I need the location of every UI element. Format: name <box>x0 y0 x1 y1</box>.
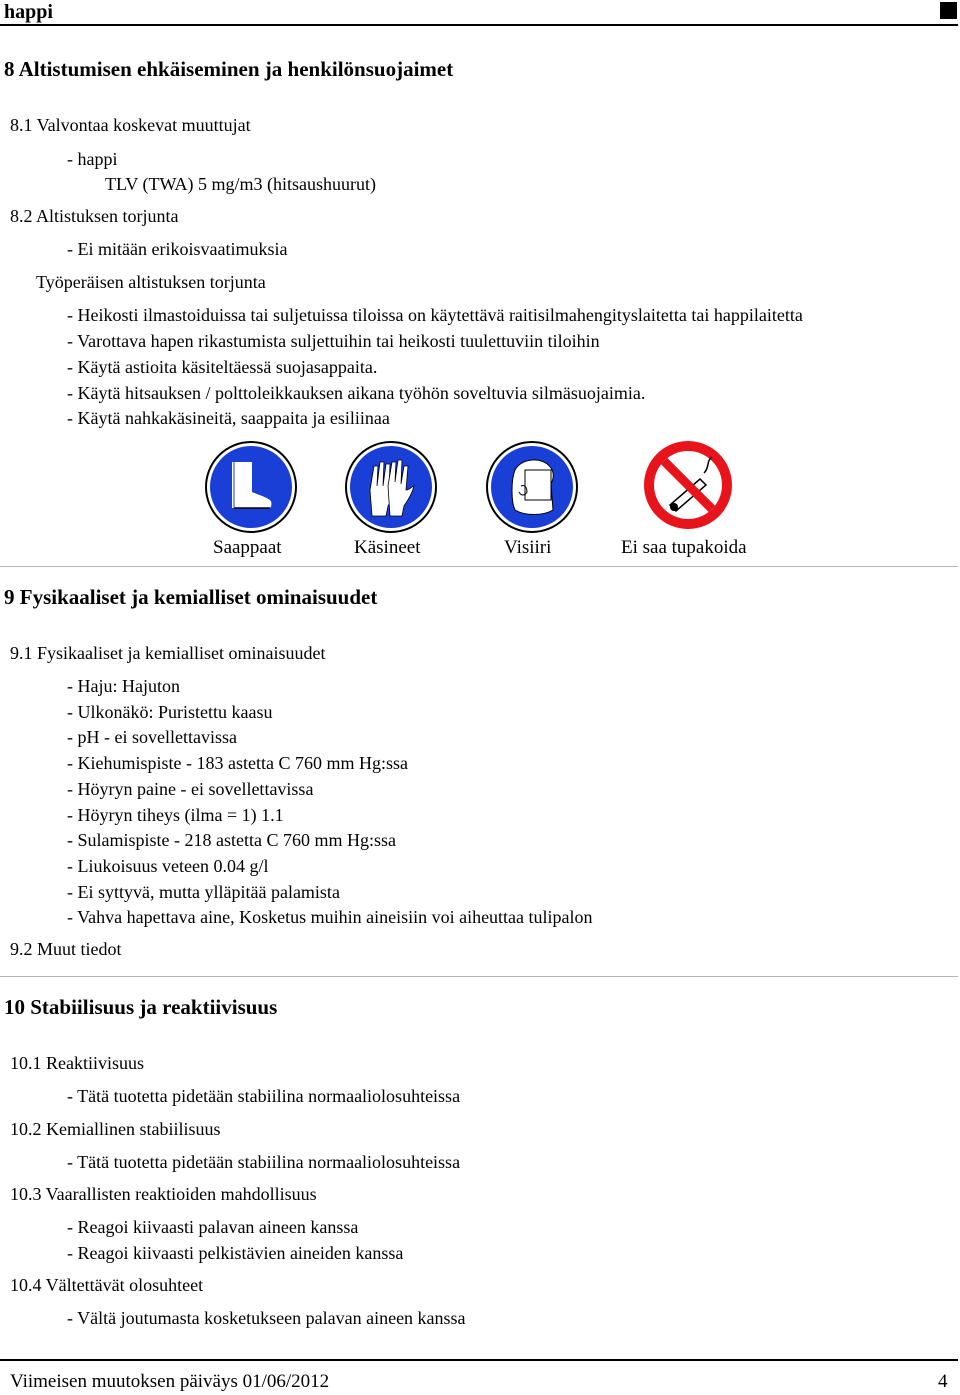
list-item: - Tätä tuotetta pidetään stabiilina normaaliolosuhteissa <box>67 1086 461 1106</box>
visor-icon <box>485 440 579 534</box>
no-smoking-icon <box>640 437 736 533</box>
property-item: - Ulkonäkö: Puristettu kaasu <box>67 702 273 722</box>
property-item: - Haju: Hajuton <box>67 676 180 696</box>
list-item: - Käytä astioita käsiteltäessä suojasappaita. <box>67 357 378 377</box>
list-item: - Ei mitään erikoisvaatimuksia <box>67 239 288 259</box>
list-item: - Heikosti ilmastoiduissa tai suljetuissa tiloissa on käytettävä raitisilmahengityslaitetta tai happilaitetta <box>67 305 803 325</box>
footer-rule <box>0 1359 958 1361</box>
subsection-10-2-title: 10.2 Kemiallinen stabiilisuus <box>10 1119 221 1139</box>
subsection-8-2-title: 8.2 Altistuksen torjunta <box>10 206 179 226</box>
symbol-label-gloves: Käsineet <box>354 537 421 558</box>
section-divider <box>0 976 958 977</box>
list-item: - Reagoi kiivaasti palavan aineen kanssa <box>67 1217 359 1237</box>
property-item: - pH - ei sovellettavissa <box>67 727 237 747</box>
property-item: - Liukoisuus veteen 0.04 g/l <box>67 856 269 876</box>
header-marker <box>940 2 957 19</box>
property-item: - Sulamispiste - 218 astetta C 760 mm Hg:ssa <box>67 830 396 850</box>
subsection-8-1-title: 8.1 Valvontaa koskevat muuttujat <box>10 115 251 135</box>
property-item: - Höyryn tiheys (ilma = 1) 1.1 <box>67 805 284 825</box>
subsection-9-2-title: 9.2 Muut tiedot <box>10 939 122 959</box>
property-item: - Vahva hapettava aine, Kosketus muihin aineisiin voi aiheuttaa tulipalon <box>67 907 593 927</box>
subsection-10-4-title: 10.4 Vältettävät olosuhteet <box>10 1275 204 1295</box>
section-10-title: 10 Stabiilisuus ja reaktiivisuus <box>4 995 278 1019</box>
document-header-title: happi <box>4 1 53 23</box>
list-item: - happi <box>67 149 118 169</box>
property-item: - Ei syttyvä, mutta ylläpitää palamista <box>67 882 340 902</box>
tlv-value: TLV (TWA) 5 mg/m3 (hitsaushuurut) <box>105 174 376 194</box>
symbol-label-visor: Visiiri <box>504 537 552 558</box>
list-item: - Reagoi kiivaasti pelkistävien aineiden kanssa <box>67 1243 404 1263</box>
property-item: - Kiehumispiste - 183 astetta C 760 mm Hg:ssa <box>67 753 408 773</box>
subsection-10-1-title: 10.1 Reaktiivisuus <box>10 1053 144 1073</box>
revision-date: Viimeisen muutoksen päiväys 01/06/2012 <box>10 1371 330 1392</box>
gloves-icon <box>344 440 438 534</box>
page-number: 4 <box>938 1371 948 1392</box>
list-item: - Käytä hitsauksen / polttoleikkauksen aikana työhön soveltuvia silmäsuojaimia. <box>67 383 646 403</box>
list-item: - Vältä joutumasta kosketukseen palavan aineen kanssa <box>67 1308 466 1328</box>
occupational-control-title: Työperäisen altistuksen torjunta <box>36 272 266 292</box>
list-item: - Tätä tuotetta pidetään stabiilina normaaliolosuhteissa <box>67 1152 461 1172</box>
header-rule <box>0 24 958 26</box>
subsection-10-3-title: 10.3 Vaarallisten reaktioiden mahdollisuus <box>10 1184 317 1204</box>
section-8-title: 8 Altistumisen ehkäiseminen ja henkilönsuojaimet <box>4 57 454 81</box>
list-item: - Käytä nahkakäsineitä, saappaita ja esiliinaa <box>67 408 390 428</box>
symbol-label-boots: Saappaat <box>213 537 282 558</box>
list-item: - Varottava hapen rikastumista suljettuihin tai heikosti tuulettuviin tiloihin <box>67 331 600 351</box>
section-divider <box>0 566 958 567</box>
boots-icon <box>204 440 298 534</box>
section-9-title: 9 Fysikaaliset ja kemialliset ominaisuudet <box>4 585 378 609</box>
property-item: - Höyryn paine - ei sovellettavissa <box>67 779 314 799</box>
symbol-label-no-smoking: Ei saa tupakoida <box>621 537 747 558</box>
subsection-9-1-title: 9.1 Fysikaaliset ja kemialliset ominaisuudet <box>10 643 326 663</box>
